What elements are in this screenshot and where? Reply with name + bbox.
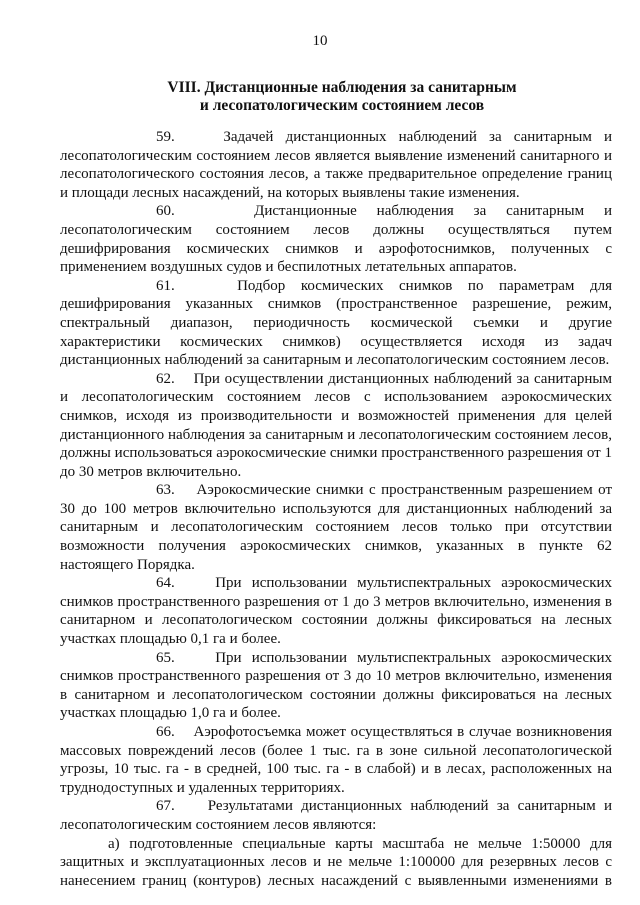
paragraph-60 [60,202,612,276]
paragraph-67a [60,835,612,891]
paragraph-number: 62. [156,370,175,387]
paragraph-number: 59. [156,129,175,145]
paragraph-text: При использовании мультиспектральных аэрокосмических снимков пространственного разрешения от 3 до 10 метров включительно, изменения в санитарном и лесопатологическом состоянии должны фиксироваться на лесных участках площадью 1,0 га и более. [60,649,613,722]
paragraph-64 [60,574,612,648]
paragraph-62 [60,370,612,482]
document-body [60,128,612,890]
paragraph-number: 66. [156,724,175,740]
paragraph-59 [60,128,612,202]
section-heading-line-2: и лесопатологическим состоянием лесов [199,96,485,114]
paragraph-number: 64. [156,575,175,592]
page-number: 10 [312,33,328,49]
paragraph-text: Задачей дистанционных наблюдений за санитарным и лесопатологическим состоянием лесов является выявление изменений санитарного и лесопатологического состояния лесов, а также предварительное определение границ и площади лесных насаждений, на которых выявлены такие изменения. [60,129,613,201]
paragraph-text: Дистанционные наблюдения за санитарным и лесопатологическим состоянием лесов должны осуществляться путем дешифрирования космических снимков и аэрофотоснимков, полученных с применением воздушных судов и беспилотных летательных аппаратов. [60,203,612,276]
paragraph-text: Подбор космических снимков по параметрам для дешифрирования указанных снимков (пространственное разрешение, режим, спектральный диапазон, периодичность космической съемки и другие характеристики космических снимков) осуществляется исходя из задач дистанционных наблюдений за санитарным и лесопатологическим состоянием лесов. [60,277,613,369]
paragraph-63 [60,481,612,574]
paragraph-67 [60,797,612,834]
paragraph-number: 63. [156,482,175,499]
paragraph-65 [60,649,612,723]
paragraph-number: 61. [156,277,175,294]
paragraph-number: 67. [156,798,175,815]
paragraph-text: При использовании мультиспектральных аэрокосмических снимков пространственного разрешения от 1 до 3 метров включительно, изменения в санитарном и лесопатологическом состоянии должны фиксироваться на лесных участках площадью 0,1 га и более. [60,575,613,648]
section-heading [72,79,612,114]
section-heading-line-1: VIII. Дистанционные наблюдения за санитарным [167,79,517,96]
paragraph-text: а) подготовленные специальные карты масштаба не мельче 1:50000 для защитных и эксплуатационных лесов и не мельче 1:100000 для резервных лесов с нанесением границ (контуров) лесных насаждений с выявленными изменениями в [60,835,612,889]
paragraph-text: Аэрофотосъемка может осуществляться в случае возникновения массовых повреждений лесов (более 1 тыс. га в зоне сильной лесопатологической угрозы, 10 тыс. га - в средней, 100 тыс. га - в слабой) и в лесах, расположенных на труднодоступных и удаленных территориях. [60,724,613,796]
paragraph-text: Аэрокосмические снимки с пространственным разрешением от 30 до 100 метров включительно используются для дистанционных наблюдений за санитарным и лесопатологическим состоянием лесов только при отсутствии возможности получения аэрокосмических снимков, указанных в пункте 62 настоящего Порядка. [60,482,612,573]
paragraph-number: 60. [156,203,175,220]
paragraph-number: 65. [156,649,175,666]
paragraph-text: При осуществлении дистанционных наблюдений за санитарным и лесопатологическим состоянием лесов с использованием аэрокосмических снимков, исходя из производительности и возможностей применения для целей дистанционного наблюдения за санитарным и лесопатологическим состоянием лесов, должны использоваться аэрокосмические снимки пространственного разрешения от 1 до 30 метров включительно. [60,370,613,480]
paragraph-text: Результатами дистанционных наблюдений за санитарным и лесопатологическим состоянием лесов являются: [60,798,613,833]
paragraph-66 [60,723,612,797]
paragraph-61 [60,277,612,370]
